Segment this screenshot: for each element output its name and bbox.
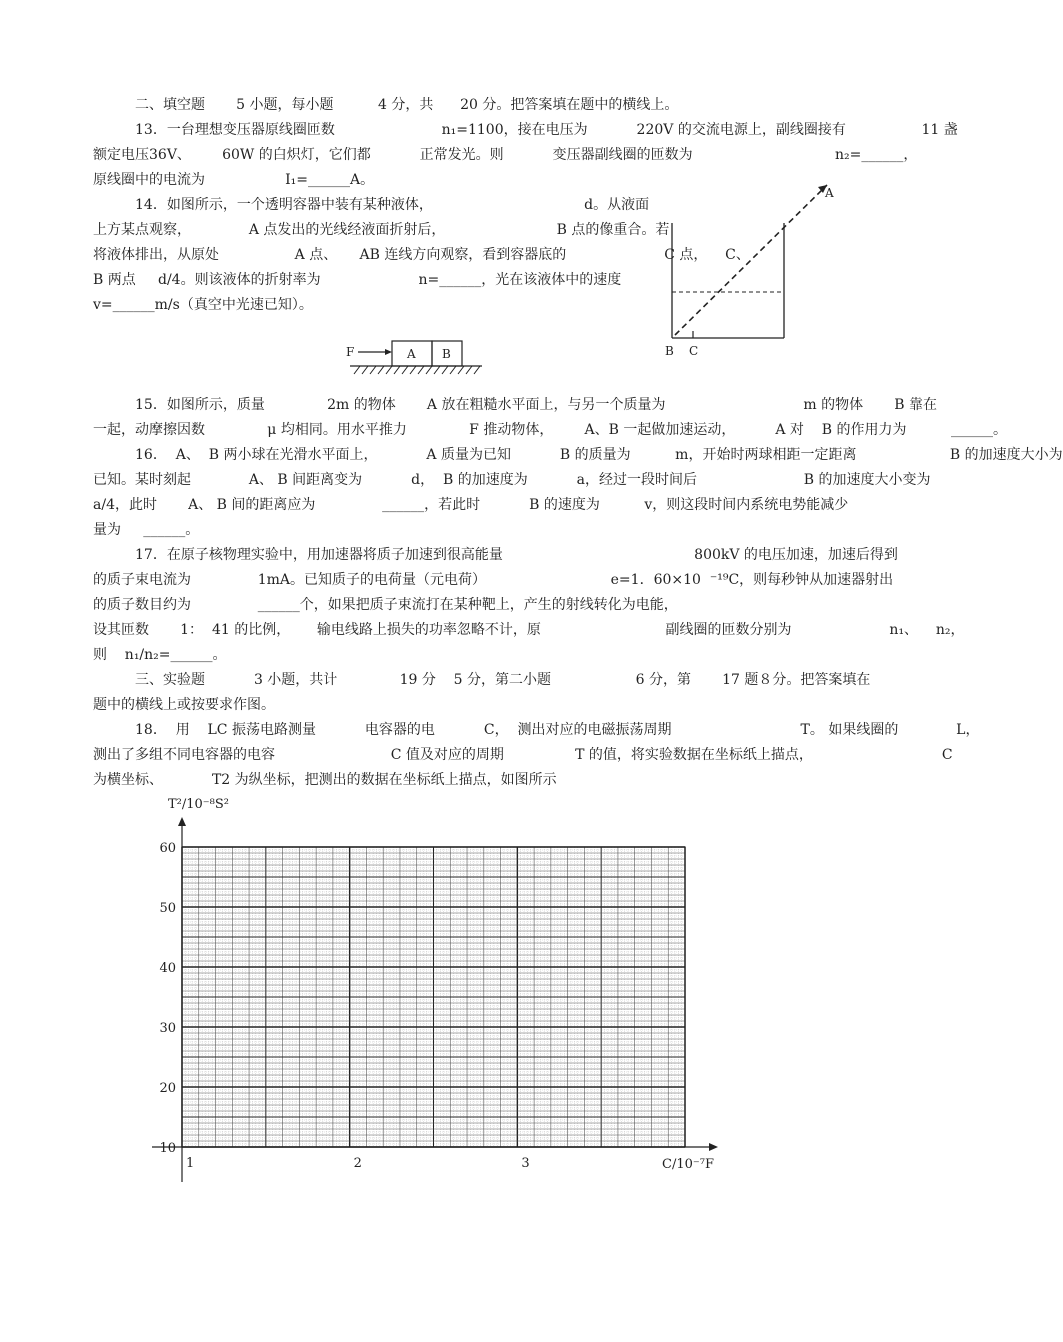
text-line: 的质子束电流为 1mA。已知质子的电荷量（元电荷） e=1．60×10 ⁻¹⁹C，则每秒钟从加速器射出 [93, 572, 894, 588]
y-axis-label: T²/10⁻⁸S² [168, 797, 229, 812]
hatch-mark [362, 366, 368, 374]
block-a-label: A [407, 347, 416, 361]
text-line: 13．一台理想变压器原线圈匝数 n₁=1100，接在电压为 220V 的交流电源上，副线圈接有 11 盏 [135, 122, 958, 138]
force-label: F [346, 345, 355, 359]
x-axis-label: C/10⁻⁷F [662, 1157, 714, 1172]
text-line: 原线圈中的电流为 I₁=______A。 [93, 172, 375, 188]
x-axis-arrow [709, 1143, 718, 1151]
hatch-mark [426, 366, 432, 374]
text-line: 的质子数目约为 ______个，如果把质子束流打在某种靶上，产生的射线转化为电能， [93, 597, 678, 613]
text-line: 为横坐标、 T2 为纵坐标，把测出的数据在坐标纸上描点，如图所示 [93, 772, 557, 788]
text-line: 18． 用 LC 振荡电路测量 电容器的电 C， 测出对应的电磁振荡周期 T。 如果线圈的 L， [135, 722, 980, 738]
y-tick-label: 30 [159, 1021, 176, 1036]
text-line: 三、实验题 3 小题，共计 19 分 5 分，第二小题 6 分，第 17 题８分。把答案填在 [135, 672, 871, 688]
y-tick-label: 60 [159, 841, 176, 856]
blocks-force-diagram [340, 335, 490, 380]
text-line: 一起，动摩擦因数 μ 均相同。用水平推力 F 推动物体， A、B 一起做加速运动， A 对 B 的作用力为 ______。 [93, 422, 1007, 438]
block-b-label: B [442, 347, 451, 361]
y-tick-label: 50 [159, 901, 176, 916]
hatch-mark [394, 366, 400, 374]
label-b: B [665, 344, 674, 358]
hatch-mark [378, 366, 384, 374]
x-tick-label: 1 [186, 1156, 195, 1171]
hatch-mark [402, 366, 408, 374]
y-tick-label: 40 [159, 961, 176, 976]
hatch-mark [458, 366, 464, 374]
label-a: A [825, 186, 834, 200]
y-tick-label: 10 [159, 1141, 176, 1156]
x-tick-label: 3 [521, 1156, 530, 1171]
text-line: 17．在原子核物理实验中，用加速器将质子加速到很高能量 800kV 的电压加速，加速后得到 [135, 547, 898, 563]
force-arrow-head [385, 349, 392, 355]
text-line: 已知。某时刻起 A、 B 间距离变为 d， B 的加速度为 a，经过一段时间后 B 的加速度大小变为 [93, 472, 931, 488]
text-line: 16． A、 B 两小球在光滑水平面上， A 质量为已知 B 的质量为 m，开始时两球相距一定距离 B 的加速度大小为 [135, 447, 1063, 463]
text-line: 则 n₁/n₂=______。 [93, 647, 227, 663]
hatch-mark [354, 366, 360, 374]
hatch-mark [370, 366, 376, 374]
text-line: a/4，此时 A、 B 间的距离应为 ______，若此时 B 的速度为 v，则这段时间内系统电势能减少 [93, 497, 849, 513]
chart-grid [182, 847, 685, 1147]
label-c: C [689, 344, 699, 358]
light-ray-line [675, 185, 827, 335]
refraction-container-diagram [655, 175, 855, 365]
hatch-mark [386, 366, 392, 374]
x-tick-label: 2 [353, 1156, 362, 1171]
text-line: 15．如图所示，质量 2m 的物体 A 放在粗糙水平面上，与另一个质量为 m 的物体 B 靠在 [135, 397, 938, 413]
text-line: 测出了多组不同电容器的电容 C 值及对应的周期 T 的值，将实验数据在坐标纸上描点， C [93, 747, 953, 763]
y-axis-arrow [178, 817, 186, 826]
text-line: 设其匝数 1： 41 的比例， 输电线路上损失的功率忽略不计，原 副线圈的匝数分别为 n₁、 n₂， [93, 622, 965, 638]
y-tick-label: 20 [159, 1081, 176, 1096]
text-line: 14．如图所示，一个透明容器中装有某种液体， d。从液面 [135, 197, 650, 213]
hatch-mark [442, 366, 448, 374]
hatch-mark [466, 366, 472, 374]
text-line: 上方某点观察， A 点发出的光线经液面折射后， B 点的像重合。若 [93, 222, 670, 238]
hatch-mark [418, 366, 424, 374]
capacitance-period-chart [140, 790, 740, 1190]
text-line: 将液体排出，从原处 A 点、 AB 连线方向观察，看到容器底的 C 点， C、 [93, 247, 750, 263]
hatch-mark [434, 366, 440, 374]
text-line: 额定电压36V、 60W 的白炽灯，它们都 正常发光。则 变压器副线圈的匝数为 n₂=______， [93, 147, 918, 163]
chart-axes [152, 817, 718, 1182]
text-line: v=______m/s（真空中光速已知）。 [93, 297, 313, 313]
text-line: 二、填空题 5 小题，每小题 4 分，共 20 分。把答案填在题中的横线上。 [135, 97, 679, 113]
ground-hatching [354, 366, 480, 374]
hatch-mark [450, 366, 456, 374]
hatch-mark [410, 366, 416, 374]
hatch-mark [474, 366, 480, 374]
text-line: 题中的横线上或按要求作图。 [93, 697, 275, 713]
text-line: B 两点 d/4。则该液体的折射率为 n=______，光在该液体中的速度 [93, 272, 622, 288]
text-line: 量为 ______。 [93, 522, 200, 538]
